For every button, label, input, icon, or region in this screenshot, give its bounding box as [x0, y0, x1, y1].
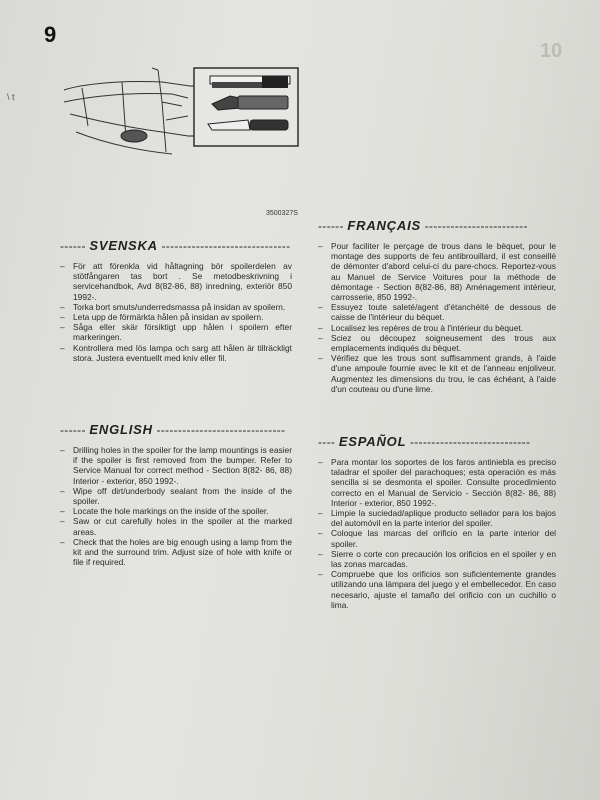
list-item: – Leta upp de förmärkta hålen på insidan av spoilern.	[60, 312, 292, 322]
list-item: – Sierre o corte con precaución los orificios en el spoiler y en las zonas marcadas.	[318, 549, 556, 569]
heading-label: ESPAÑOL	[338, 434, 407, 449]
list-item: – Essuyez toute saleté/agent d'étanchéité de dessous de caisse de l'intérieur du bèquet.	[318, 302, 556, 322]
figure-code: 3500327S	[266, 210, 298, 217]
list-item: – Saw or cut carefully holes in the spoiler at the marked areas.	[60, 516, 292, 536]
section-english	[60, 422, 292, 567]
page-number: 9	[44, 22, 57, 47]
list-item: – Para montar los soportes de los faros antiniebla es preciso taladrar el spoiler del parachoques; esta operación es más sencilla si se desmonta el spoiler. Consulte procedimiento correcto en el Manual de Servicio - Sección 8(82- 86, 88) Interior - exterior, 850 1992-.	[318, 457, 556, 508]
list-item: – Limpie la suciedad/aplique producto sellador para los bajos del automóvil en la parte interior del spoiler.	[318, 508, 556, 528]
section-heading: ------ SVENSKA ------------------------------	[60, 238, 291, 253]
section-francais	[318, 218, 556, 394]
margin-mark: \ t	[7, 92, 15, 102]
section-heading: ------ FRANÇAIS ------------------------	[318, 218, 528, 233]
section-heading: ---- ESPAÑOL ----------------------------	[318, 434, 531, 449]
list-item: – Vérifiez que les trous sont suffisamment grands, à l'aide d'une ampoule fournie avec le kit et de l'anneau enjoliveur. Augmentez les dimensions du trou, le cas échéant, à l'aide d'un couteau ou d'une lime.	[318, 353, 556, 394]
bleed-through-page-number: 10	[540, 40, 563, 62]
list-item: – Sciez ou découpez soigneusement des trous aux emplacements indiqués du bèquet.	[318, 333, 556, 353]
list-item: – Pour faciliter le perçage de trous dans le bèquet, pour le montage des supports de feu antibrouillard, il est conseillé de démonter d'abord celui-ci du pare-chocs. Reportez-vous au Manuel de Service Voitures pour la méthode de démontage - Section 8(82-86, 88) Aménagement intérieur, carrosserie, 850 1992-.	[318, 241, 556, 302]
list-item: – Kontrollera med lös lampa och sarg att hålen är tillräckligt stora. Justera eventuellt med kniv eller fil.	[60, 343, 292, 363]
list-item: – Wipe off dirt/underbody sealant from the inside of the spoiler.	[60, 486, 292, 506]
list-item: – För att förenkla vid håltagning bör spoilerdelen av stötfångaren tas bort . Se metodbeskrivning i servicehandbok, Avd 8(82-86, 88) inredning, exteriör 850 1992-.	[60, 261, 292, 302]
list-item: – Såga eller skär försiktigt upp hålen i spoilern efter markeringen.	[60, 322, 292, 342]
hole-marking-hatched	[121, 130, 147, 142]
list-item: – Torka bort smuts/underredsmassa på insidan av spoilern.	[60, 302, 292, 312]
section-svenska	[60, 238, 292, 363]
list-item: – Localisez les repères de trou à l'intérieur du bèquet.	[318, 323, 556, 333]
saw-icon	[210, 76, 290, 88]
section-espanol	[318, 434, 556, 610]
list-item: – Coloque las marcas del orificio en la parte interior del spoiler.	[318, 528, 556, 548]
heading-label: ENGLISH	[89, 422, 153, 437]
list-item: – Locate the hole markings on the inside of the spoiler.	[60, 506, 292, 516]
spoiler-tools-illustration	[62, 62, 302, 162]
list-item: – Check that the holes are big enough using a lamp from the kit and the surround trim. Adjust size of hole with knife or file if required.	[60, 537, 292, 568]
heading-label: SVENSKA	[89, 238, 158, 253]
heading-label: FRANÇAIS	[347, 218, 421, 233]
section-heading: ------ ENGLISH ------------------------------	[60, 422, 286, 437]
list-item: – Compruebe que los orificios son suficientemente grandes utilizando una lámpara del juego y el embellecedor. En caso necesario, ajuste el tamaño del orificio con un cuchillo o lima.	[318, 569, 556, 610]
list-item: – Drilling holes in the spoiler for the lamp mountings is easier if the spoiler is first removed from the bumper. Refer to Service Manual for correct method - Section 8(82- 86, 88) Interior - exterior, 850 1992-.	[60, 445, 292, 486]
